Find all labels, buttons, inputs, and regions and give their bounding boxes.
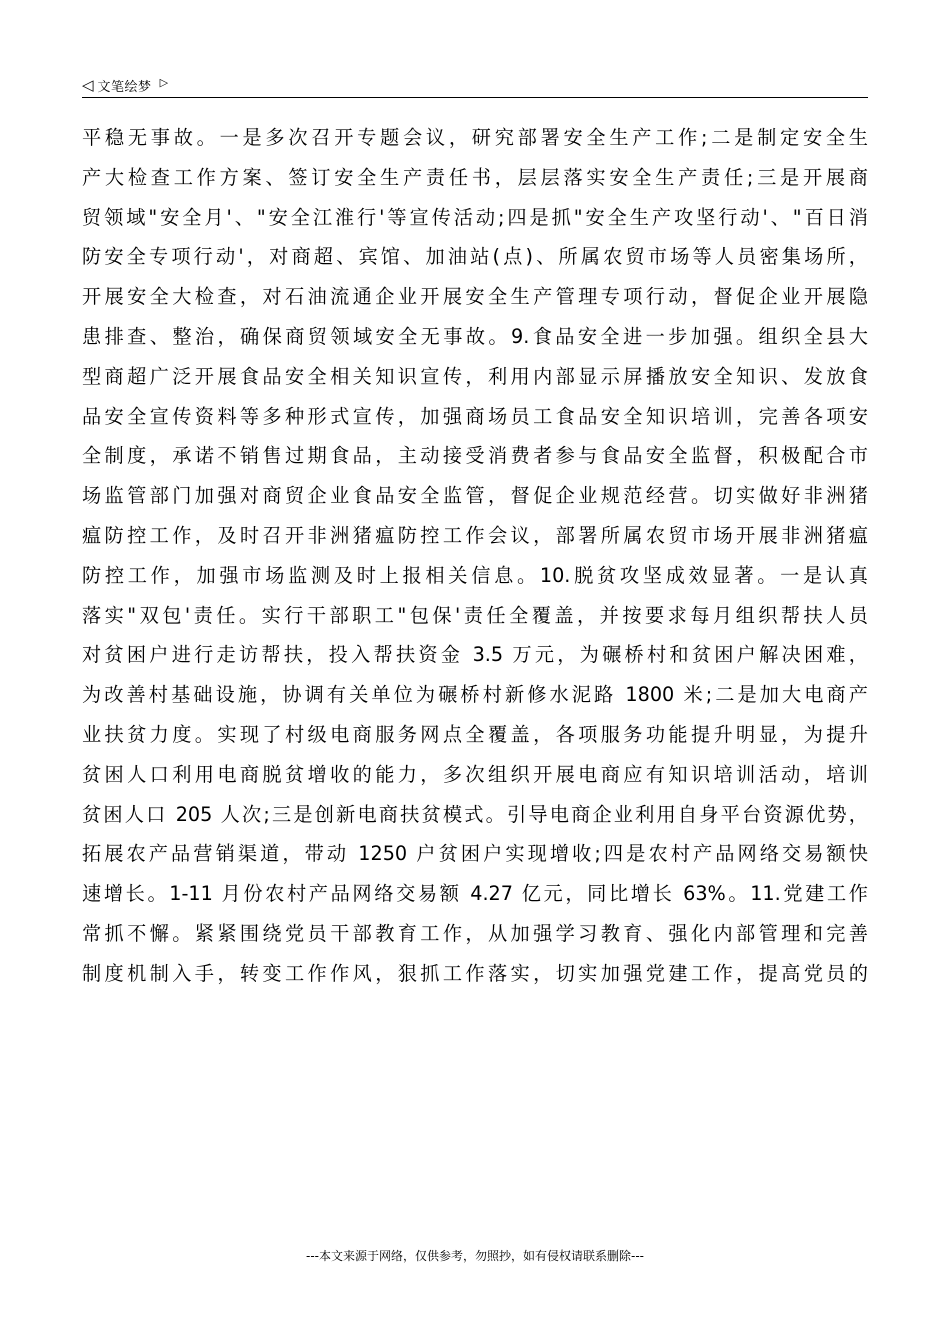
header-brand: 文笔绘梦 [97, 79, 152, 95]
text-line: 患排查、整治，确保商贸领域安全无事故。9.食品安全进一步加强。组织全县大 [82, 324, 868, 348]
text-line: 拓展农产品营销渠道，带动 1250 户贫困户实现增收;四是农村产品网络交易额快 [82, 842, 868, 866]
text-line: 开展安全大检查，对石油流通企业开展安全生产管理专项行动，督促企业开展隐 [82, 285, 868, 309]
text-line: 贸领域"安全月'、"安全江淮行'等宣传活动;四是抓"安全生产攻坚行动'、"百日消 [82, 205, 868, 229]
page-footer: ---本文来源于网络，仅供参考，勿照抄，如有侵权请联系删除--- [306, 1249, 644, 1263]
text-line: 落实"双包'责任。实行干部职工"包保'责任全覆盖，并按要求每月组织帮扶人员 [82, 603, 868, 627]
text-line: 型商超广泛开展食品安全相关知识宣传，利用内部显示屏播放安全知识、发放食 [82, 364, 868, 388]
text-line: 对贫困户进行走访帮扶，投入帮扶资金 3.5 万元，为碾桥村和贫困户解决困难， [82, 643, 868, 667]
right-triangle-icon: ▷ [159, 75, 169, 89]
page-header [82, 74, 868, 96]
text-line: 瘟防控工作，及时召开非洲猪瘟防控工作会议，部署所属农贸市场开展非洲猪瘟 [82, 523, 868, 547]
text-line: 防安全专项行动'，对商超、宾馆、加油站(点)、所属农贸市场等人员密集场所， [82, 245, 868, 269]
text-line: 产大检查工作方案、签订安全生产责任书，层层落实安全生产责任;三是开展商 [82, 165, 868, 189]
text-line: 业扶贫力度。实现了村级电商服务网点全覆盖，各项服务功能提升明显，为提升 [82, 722, 868, 746]
text-line: 全制度，承诺不销售过期食品，主动接受消费者参与食品安全监督，积极配合市 [82, 444, 868, 468]
text-line: 场监管部门加强对商贸企业食品安全监管，督促企业规范经营。切实做好非洲猪 [82, 484, 868, 508]
text-line: 为改善村基础设施，协调有关单位为碾桥村新修水泥路 1800 米;二是加大电商产 [82, 683, 868, 707]
header-rule [82, 97, 868, 98]
text-line: 贫困人口 205 人次;三是创新电商扶贫模式。引导电商企业利用自身平台资源优势， [82, 802, 868, 826]
body-text [82, 118, 868, 994]
text-line: 贫困人口利用电商脱贫增收的能力，多次组织开展电商应有知识培训活动，培训 [82, 762, 868, 786]
left-triangle-icon: ◁ [82, 75, 94, 94]
text-line: 防控工作，加强市场监测及时上报相关信息。10.脱贫攻坚成效显著。一是认真 [82, 563, 868, 587]
text-line: 制度机制入手，转变工作作风，狠抓工作落实，切实加强党建工作，提高党员的 [82, 961, 868, 985]
text-line: 速增长。1-11 月份农村产品网络交易额 4.27 亿元，同比增长 63%。11.党建工作 [82, 882, 868, 906]
text-line: 品安全宣传资料等多种形式宣传，加强商场员工食品安全知识培训，完善各项安 [82, 404, 868, 428]
text-line: 常抓不懈。紧紧围绕党员干部教育工作，从加强学习教育、强化内部管理和完善 [82, 921, 868, 945]
text-line: 平稳无事故。一是多次召开专题会议，研究部署安全生产工作;二是制定安全生 [82, 126, 868, 149]
